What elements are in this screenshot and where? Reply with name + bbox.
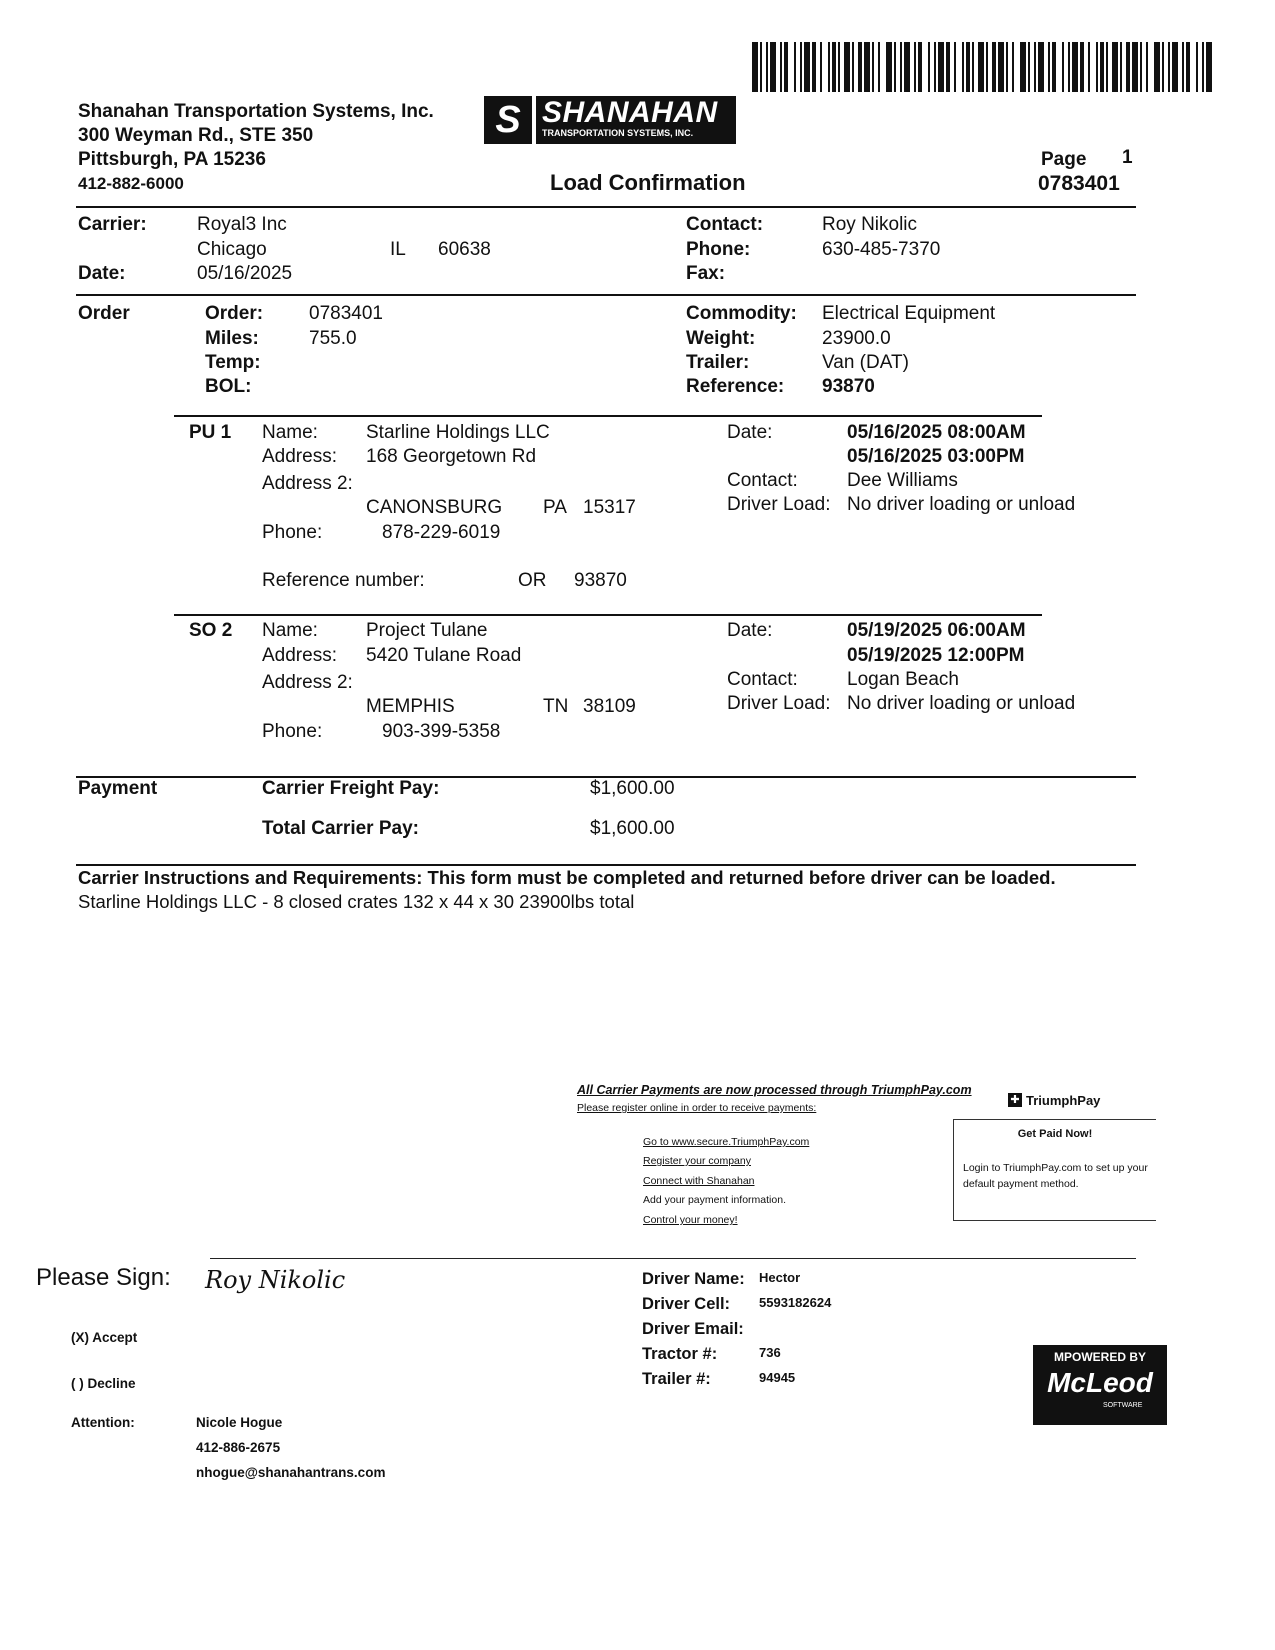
fax-label: Fax: xyxy=(686,263,726,284)
freight-pay-amount: $1,600.00 xyxy=(590,778,675,799)
stop-1-reference-label: Reference number: xyxy=(262,570,425,591)
mcleod-powered-by: MPOWERED BY xyxy=(1053,1350,1146,1364)
reference-value: 93870 xyxy=(822,376,875,397)
triumphpay-info-box xyxy=(953,1119,1156,1221)
confirmation-date: 05/16/2025 xyxy=(197,263,293,284)
logo-subtitle: TRANSPORTATION SYSTEMS, INC. xyxy=(542,128,694,138)
shanahan-logo xyxy=(484,96,736,144)
weight-value: 23900.0 xyxy=(822,328,891,349)
carrier-label: Carrier: xyxy=(78,214,147,235)
instructions-body: Starline Holdings LLC - 8 closed crates 132 x 44 x 30 23900lbs total xyxy=(78,891,635,912)
stop-2-state: TN xyxy=(543,696,569,717)
miles-value: 755.0 xyxy=(309,328,357,349)
stop-2-phone-label: Phone: xyxy=(262,721,323,742)
please-sign-label: Please Sign: xyxy=(36,1264,171,1291)
stop-1-name: Starline Holdings LLC xyxy=(366,422,550,443)
stop-1-phone-label: Phone: xyxy=(262,522,323,543)
stop-1-reference-value: 93870 xyxy=(574,570,627,591)
stop-2-driver-load-label: Driver Load: xyxy=(727,693,831,714)
triumphpay-step-5[interactable]: Control your money! xyxy=(643,1214,738,1226)
miles-label: Miles: xyxy=(205,328,259,349)
signature-name[interactable]: Roy Nikolic xyxy=(205,1266,346,1294)
triumphpay-step-4: Add your payment information. xyxy=(643,1194,786,1206)
stop-1-date-end: 05/16/2025 03:00PM xyxy=(847,446,1025,467)
trailer-value: Van (DAT) xyxy=(822,352,909,373)
stop-1-driver-load-label: Driver Load: xyxy=(727,494,831,515)
header-order-number: 0783401 xyxy=(1038,172,1120,195)
stop-2-address2-label: Address 2: xyxy=(262,672,353,693)
triumphpay-box-text: Login to TriumphPay.com to set up your default payment method. xyxy=(963,1162,1148,1190)
total-pay-amount: $1,600.00 xyxy=(590,818,675,839)
triumphpay-brand: TriumphPay xyxy=(1026,1093,1101,1108)
stop-1-date-start: 05/16/2025 08:00AM xyxy=(847,422,1026,443)
stop-1-reference-type: OR xyxy=(518,570,547,591)
stop-1-address: 168 Georgetown Rd xyxy=(366,446,537,467)
triumphpay-step-1[interactable]: Go to www.secure.TriumphPay.com xyxy=(643,1136,810,1148)
triumphpay-logo-icon: ✚ xyxy=(1008,1093,1022,1107)
reference-label: Reference: xyxy=(686,376,785,397)
total-pay-label: Total Carrier Pay: xyxy=(262,818,419,839)
trailer-number: 94945 xyxy=(759,1370,796,1385)
logo-wordmark: SHANAHAN xyxy=(542,96,718,129)
triumphpay-step-2[interactable]: Register your company xyxy=(643,1155,751,1167)
carrier-phone: 630-485-7370 xyxy=(822,239,941,260)
commodity-value: Electrical Equipment xyxy=(822,303,996,324)
attention-label: Attention: xyxy=(71,1415,135,1430)
company-address-line1: 300 Weyman Rd., STE 350 xyxy=(78,125,314,146)
triumphpay-headline: All Carrier Payments are now processed through TriumphPay.com xyxy=(577,1083,972,1097)
driver-name: Hector xyxy=(759,1270,801,1285)
stop-1-phone: 878-229-6019 xyxy=(382,522,501,543)
temp-label: Temp: xyxy=(205,352,261,373)
bol-label: BOL: xyxy=(205,376,252,397)
mcleod-logo xyxy=(1033,1345,1167,1425)
driver-email-label: Driver Email: xyxy=(642,1320,744,1338)
phone-label: Phone: xyxy=(686,239,751,260)
company-name: Shanahan Transportation Systems, Inc. xyxy=(78,101,434,122)
stop-2-code: SO 2 xyxy=(189,620,233,641)
stop-2-phone: 903-399-5358 xyxy=(382,721,501,742)
payment-section-label: Payment xyxy=(78,778,158,799)
stop-2-contact: Logan Beach xyxy=(847,669,959,690)
carrier-city: Chicago xyxy=(197,239,267,260)
triumphpay-step-3[interactable]: Connect with Shanahan xyxy=(643,1175,755,1187)
trailer-label: Trailer: xyxy=(686,352,750,373)
stop-2-zip: 38109 xyxy=(583,696,636,717)
page-number: 1 xyxy=(1122,147,1133,168)
stop-2-address: 5420 Tulane Road xyxy=(366,645,522,666)
barcode xyxy=(752,42,1214,92)
order-number: 0783401 xyxy=(309,303,383,324)
stop-2-driver-load: No driver loading or unload xyxy=(847,693,1076,714)
logo-mark: S xyxy=(484,96,532,144)
decline-option[interactable]: ( ) Decline xyxy=(71,1376,136,1391)
carrier-name: Royal3 Inc xyxy=(197,214,287,235)
trailer-number-label: Trailer #: xyxy=(642,1370,711,1388)
stop-1-state: PA xyxy=(543,497,567,518)
weight-label: Weight: xyxy=(686,328,756,349)
stop-2-name-label: Name: xyxy=(262,620,318,641)
commodity-label: Commodity: xyxy=(686,303,797,324)
attention-email[interactable]: nhogue@shanahantrans.com xyxy=(196,1465,386,1480)
company-phone: 412-882-6000 xyxy=(78,174,184,193)
stop-2-date-label: Date: xyxy=(727,620,773,641)
stop-2-city: MEMPHIS xyxy=(366,696,455,717)
triumphpay-subline: Please register online in order to receive payments: xyxy=(577,1102,817,1114)
stop-1-date-label: Date: xyxy=(727,422,773,443)
stop-1-zip: 15317 xyxy=(583,497,636,518)
stop-1-city: CANONSBURG xyxy=(366,497,503,518)
attention-name: Nicole Hogue xyxy=(196,1415,283,1430)
stop-1-address2-label: Address 2: xyxy=(262,473,353,494)
driver-name-label: Driver Name: xyxy=(642,1270,745,1288)
stop-1-address-label: Address: xyxy=(262,446,337,467)
stop-2-name: Project Tulane xyxy=(366,620,488,641)
triumphpay-box-title: Get Paid Now! xyxy=(1017,1128,1093,1140)
carrier-zip: 60638 xyxy=(438,239,491,260)
stop-2-contact-label: Contact: xyxy=(727,669,798,690)
driver-cell: 5593182624 xyxy=(759,1295,832,1310)
stop-1-code: PU 1 xyxy=(189,422,232,443)
driver-cell-label: Driver Cell: xyxy=(642,1295,731,1313)
instructions-heading: Carrier Instructions and Requirements: This form must be completed and returned before driver can be loaded. xyxy=(78,867,1056,888)
tractor-label: Tractor #: xyxy=(642,1345,718,1363)
freight-pay-label: Carrier Freight Pay: xyxy=(262,778,440,799)
attention-phone: 412-886-2675 xyxy=(196,1440,281,1455)
carrier-state: IL xyxy=(390,239,406,260)
stop-1-driver-load: No driver loading or unload xyxy=(847,494,1076,515)
document-title: Load Confirmation xyxy=(550,170,746,195)
date-label: Date: xyxy=(78,263,126,284)
contact-label: Contact: xyxy=(686,214,764,235)
company-address-line2: Pittsburgh, PA 15236 xyxy=(78,149,266,170)
stop-2-address-label: Address: xyxy=(262,645,337,666)
carrier-contact: Roy Nikolic xyxy=(822,214,918,235)
mcleod-software: SOFTWARE xyxy=(1103,1402,1143,1409)
page-label: Page xyxy=(1041,149,1087,170)
stop-1-contact: Dee Williams xyxy=(847,470,958,491)
tractor-number: 736 xyxy=(759,1345,781,1360)
order-label: Order: xyxy=(205,303,264,324)
stop-1-contact-label: Contact: xyxy=(727,470,798,491)
stop-2-date-start: 05/19/2025 06:00AM xyxy=(847,620,1026,641)
order-section-label: Order xyxy=(78,303,130,324)
stop-2-date-end: 05/19/2025 12:00PM xyxy=(847,645,1025,666)
accept-option[interactable]: (X) Accept xyxy=(71,1330,138,1345)
mcleod-name: McLeod xyxy=(1047,1367,1153,1398)
stop-1-name-label: Name: xyxy=(262,422,318,443)
